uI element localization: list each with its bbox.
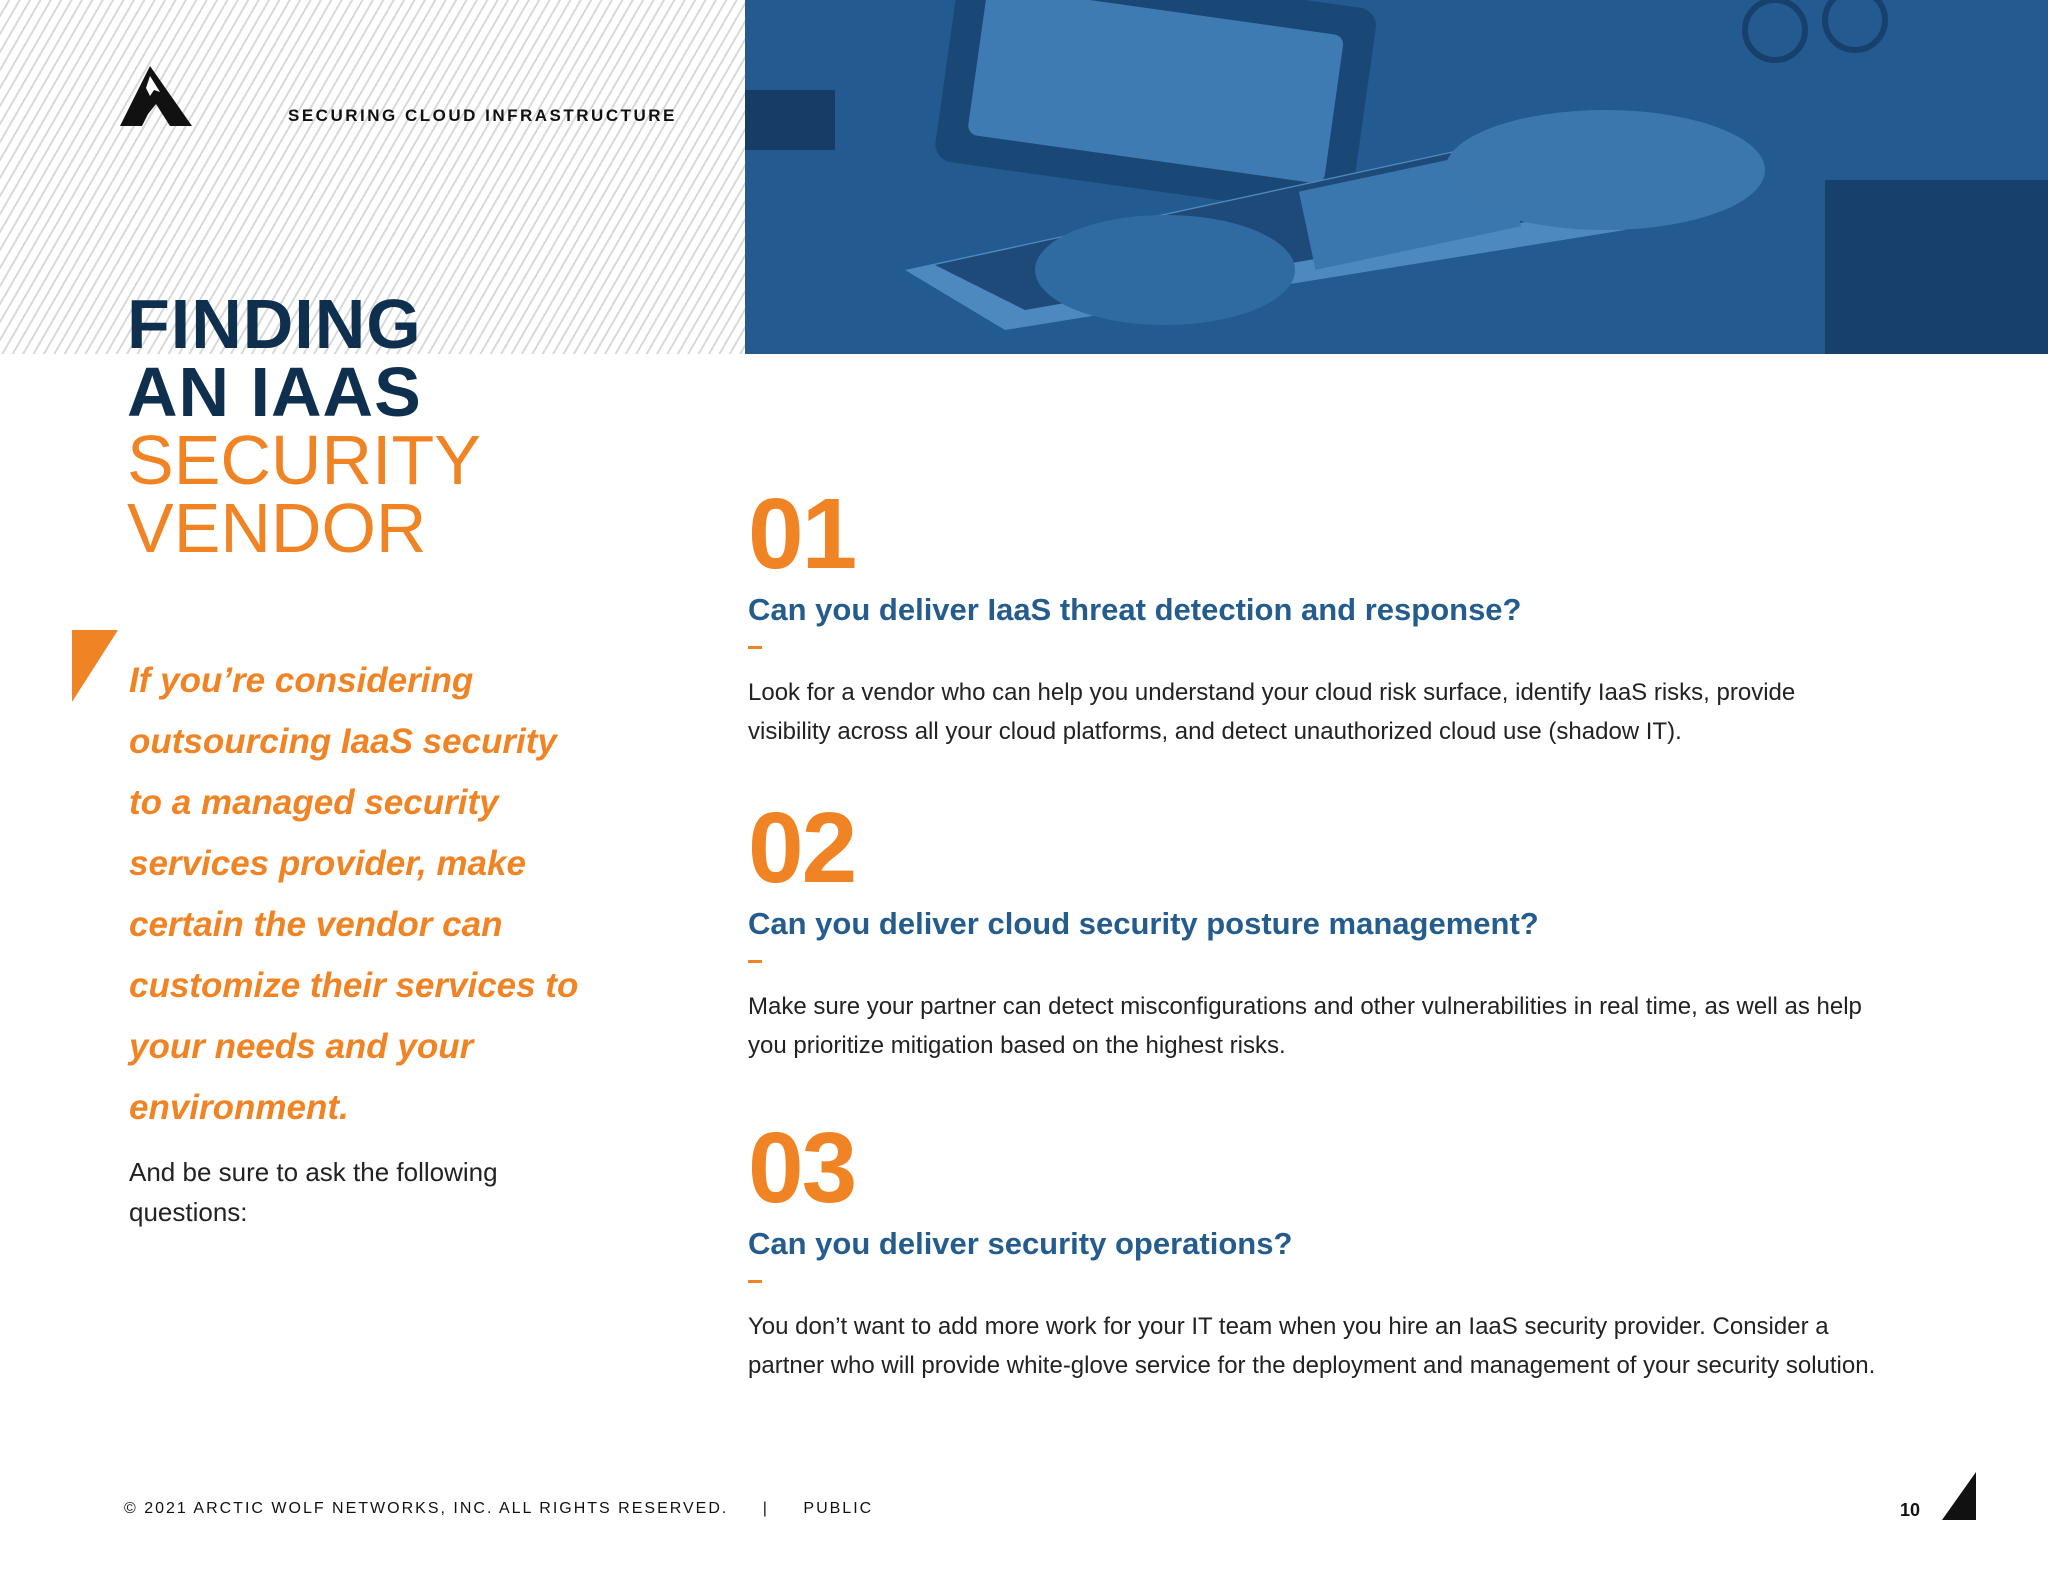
question-item-1: [748, 478, 1878, 751]
question-item-2: [748, 792, 1878, 1065]
question-heading: Can you deliver IaaS threat detection and response?: [748, 592, 1522, 627]
title-line-2: AN IAAS: [127, 353, 422, 431]
title-line-4: VENDOR: [127, 489, 427, 567]
question-item-3: [748, 1112, 1878, 1385]
page-title: [127, 285, 481, 567]
header-photo-laptop: [745, 0, 2048, 354]
footer-copyright: © 2021 ARCTIC WOLF NETWORKS, INC. ALL RIGHTS RESERVED.: [124, 1500, 729, 1517]
title-line-3: SECURITY: [127, 421, 481, 499]
question-number: 02: [748, 792, 856, 904]
intro-text: And be sure to ask the following questions:: [129, 1157, 498, 1227]
question-heading: Can you deliver cloud security posture management?: [748, 906, 1539, 941]
orange-dash-divider: [748, 960, 762, 963]
footer-classification: PUBLIC: [803, 1500, 874, 1517]
footer: [124, 1500, 901, 1518]
question-number: 01: [748, 478, 856, 590]
question-body: Make sure your partner can detect misconfigurations and other vulnerabilities in real time, as well as help you prioritize mitigation based on the highest risks.: [748, 993, 1862, 1059]
corner-triangle-icon: [1942, 1472, 1976, 1520]
header-label: SECURING CLOUD INFRASTRUCTURE: [288, 106, 677, 125]
question-number: 03: [748, 1112, 856, 1224]
pull-quote: If you’re considering outsourcing IaaS security to a managed security services provider, make certain the vendor can customize their services to your needs and your environment.: [129, 661, 579, 1127]
page-number: 10: [1900, 1500, 1921, 1520]
question-body: You don’t want to add more work for your IT team when you hire an IaaS security provider. Consider a partner who will provide white-glove service for the deployment and management of your security solution.: [748, 1313, 1876, 1379]
quote-accent-icon: [72, 630, 118, 702]
orange-dash-divider: [748, 646, 762, 649]
arctic-wolf-logo-icon: [120, 66, 192, 126]
question-heading: Can you deliver security operations?: [748, 1226, 1293, 1261]
title-line-1: FINDING: [127, 285, 422, 363]
orange-dash-divider: [748, 1280, 762, 1283]
laptop-photo-illustration: [745, 0, 2048, 354]
footer-separator: |: [762, 1500, 769, 1517]
question-body: Look for a vendor who can help you understand your cloud risk surface, identify IaaS risks, provide visibility across all your cloud platforms, and detect unauthorized cloud use (shadow IT).: [748, 679, 1796, 745]
